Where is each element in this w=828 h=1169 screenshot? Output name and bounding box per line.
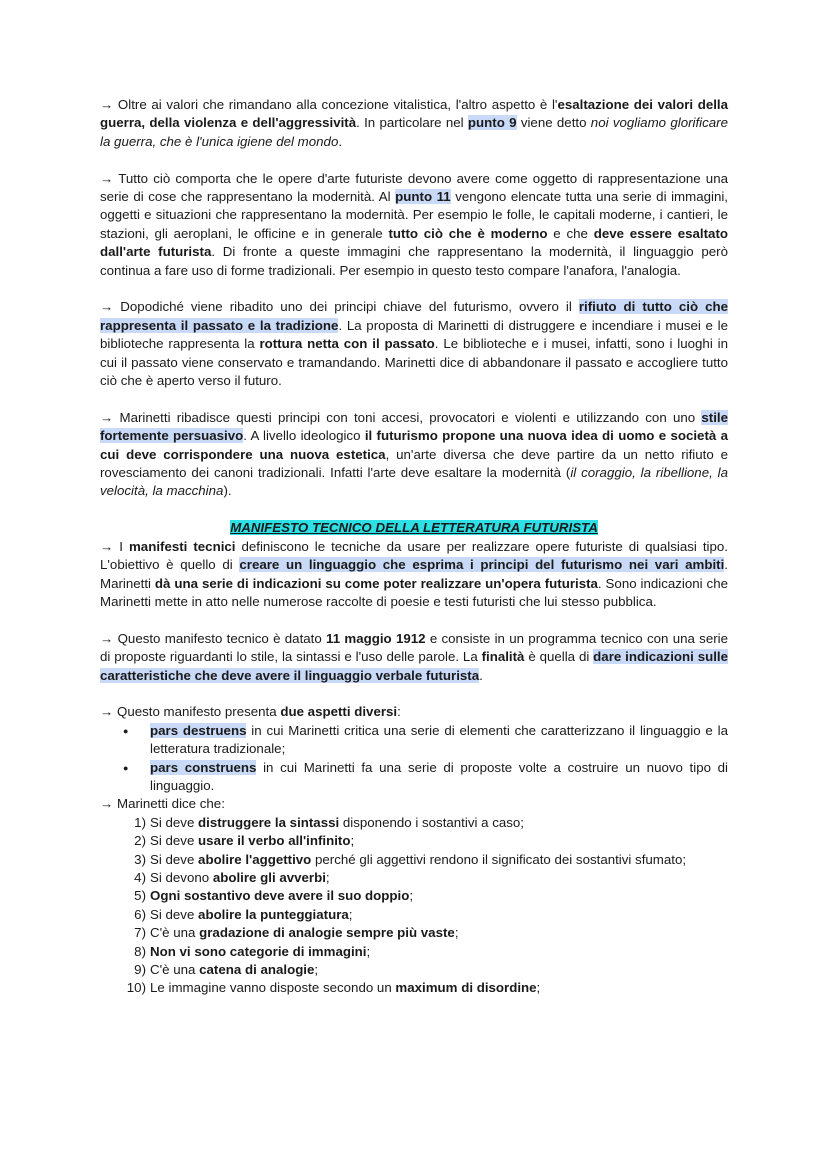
list-item: 9) C'è una catena di analogie; [134, 962, 319, 977]
arrow-icon: → [100, 299, 114, 315]
paragraph-manifesti: → I manifesti tecnici definiscono le tecniche da usare per realizzare opere futuriste di qualsiasi tipo. L'obiettivo è quello di creare un linguaggio che esprima i principi del futurismo nei vari ambiti. Marinetti dà una serie di indicazioni su come poter realizzare un'opera futurista. Sono indicazioni che Marinetti mette in atto nelle numerose raccolte di poesie e testi futuristi che lui stesso pubblica. [100, 538, 729, 609]
highlight: pars construens [150, 759, 257, 775]
highlight: punto 9 [467, 115, 517, 131]
list-item: 1) Si deve distruggere la sintassi disponendo i sostantivi a caso; [134, 814, 524, 830]
highlight: stile fortemente persuasivo [100, 409, 728, 444]
list-item: 4) Si devono abolire gli avverbi; [134, 869, 330, 885]
arrow-icon: → [100, 704, 114, 720]
highlight: dare indicazioni sulle caratteristiche che deve avere il linguaggio verbale futurista [100, 649, 729, 683]
bullet-list [100, 722, 728, 796]
highlight: pars destruens [150, 722, 247, 738]
arrow-icon: → [100, 630, 114, 646]
paragraph-passato: → Dopodiché viene ribadito uno dei principi chiave del futurismo, ovvero il rifiuto di tutto ciò che rappresenta il passato e la tradizione. La proposta di Marinetti di distruggere e incendiare i musei e le biblioteche rappresenta la rottura netta con il passato. Le biblioteche e i musei, infatti, sono i luoghi in cui il passato viene conservato e tramandando. Marinetti dice di abbandonare il passato e accogliere tutto ciò che è aperto verso il futuro. [100, 299, 728, 389]
list-item: 5) Ogni sostantivo deve avere il suo doppio; [134, 888, 414, 904]
arrow-icon: → [100, 409, 114, 425]
arrow-icon: → [100, 796, 114, 812]
numbered-list [100, 814, 728, 998]
list-item: 3) Si deve abolire l'aggettivo perché gli aggettivi rendono il significato dei sostantivi sfumato; [134, 851, 687, 867]
paragraph-guerra: → Oltre ai valori che rimandano alla concezione vitalistica, l'altro aspetto è l'esaltazione dei valori della guerra, della violenza e dell'aggressività. In particolare nel punto 9 viene detto noi vogliamo glorificare la guerra, che è l'unica igiene del mondo. [100, 97, 728, 149]
paragraph-data: → Questo manifesto tecnico è datato 11 maggio 1912 e consiste in un programma tecnico con una serie di proposte riguardanti lo stile, la sintassi e l'uso delle parole. La finalità è quella di dare indicazioni sulle caratteristiche che deve avere il linguaggio verbale futurista. [100, 630, 729, 683]
arrow-icon: → [100, 97, 114, 112]
list-item: ● pars construens in cui Marinetti fa una serie di proposte volte a costruire un nuovo tipo di linguaggio. [150, 759, 728, 796]
paragraph-marinetti-dice: → Marinetti dice che: [100, 796, 225, 812]
section-title: MANIFESTO TECNICO DELLA LETTERATURA FUTURISTA [230, 520, 598, 536]
list-item: 6) Si deve abolire la punteggiatura; [134, 906, 353, 922]
paragraph-aspetti: → Questo manifesto presenta due aspetti diversi: [100, 704, 401, 720]
highlight: punto 11 [395, 189, 451, 205]
arrow-icon: → [100, 538, 114, 554]
list-item: 10) Le immagine vanno disposte secondo un maximum di disordine; [126, 980, 541, 996]
highlight: rifiuto di tutto ciò che rappresenta il passato e la tradizione [100, 299, 728, 333]
list-item: 2) Si deve usare il verbo all'infinito; [134, 833, 355, 849]
list-item: 8) Non vi sono categorie di immagini; [134, 943, 371, 959]
highlight: creare un linguaggio che esprima i principi del futurismo nei vari ambiti [239, 557, 725, 573]
arrow-icon: → [100, 170, 114, 186]
paragraph-stile: → Marinetti ribadisce questi principi con toni accesi, provocatori e violenti e utilizzando con uno stile fortemente persuasivo. A livello ideologico il futurismo propone una nuova idea di uomo e società a cui deve corrispondere una nuova estetica, un'arte diversa che deve partire da un netto rifiuto e rovesciamento dei canoni tradizionali. Infatti l'arte deve esaltare la modernità (il coraggio, la ribellione, la velocità, la macchina). [100, 409, 729, 499]
paragraph-modernita: → Tutto ciò comporta che le opere d'arte futuriste devono avere come oggetto di rappresentazione una serie di cose che rappresentano la modernità. Al punto 11 vengono elencate tutta una serie di immagini, oggetti e situazioni che rappresentano la modernità. Per esempio le folle, le capitali moderne, i cantieri, le stazioni, gli aeroplani, le officine e in generale tutto ciò che è moderno e che deve essere esaltato dall'arte futurista. Di fronte a queste immagini che rappresentano la modernità, il linguaggio però continua a fare uso di forme tradizionali. Per esempio in questo testo compare l'anafora, l'analogia. [100, 170, 729, 278]
list-item: 7) C'è una gradazione di analogie sempre più vaste; [134, 925, 459, 941]
list-item: ● pars destruens in cui Marinetti critica una serie di elementi che caratterizzano il linguaggio e la letteratura tradizionale; [150, 722, 728, 759]
